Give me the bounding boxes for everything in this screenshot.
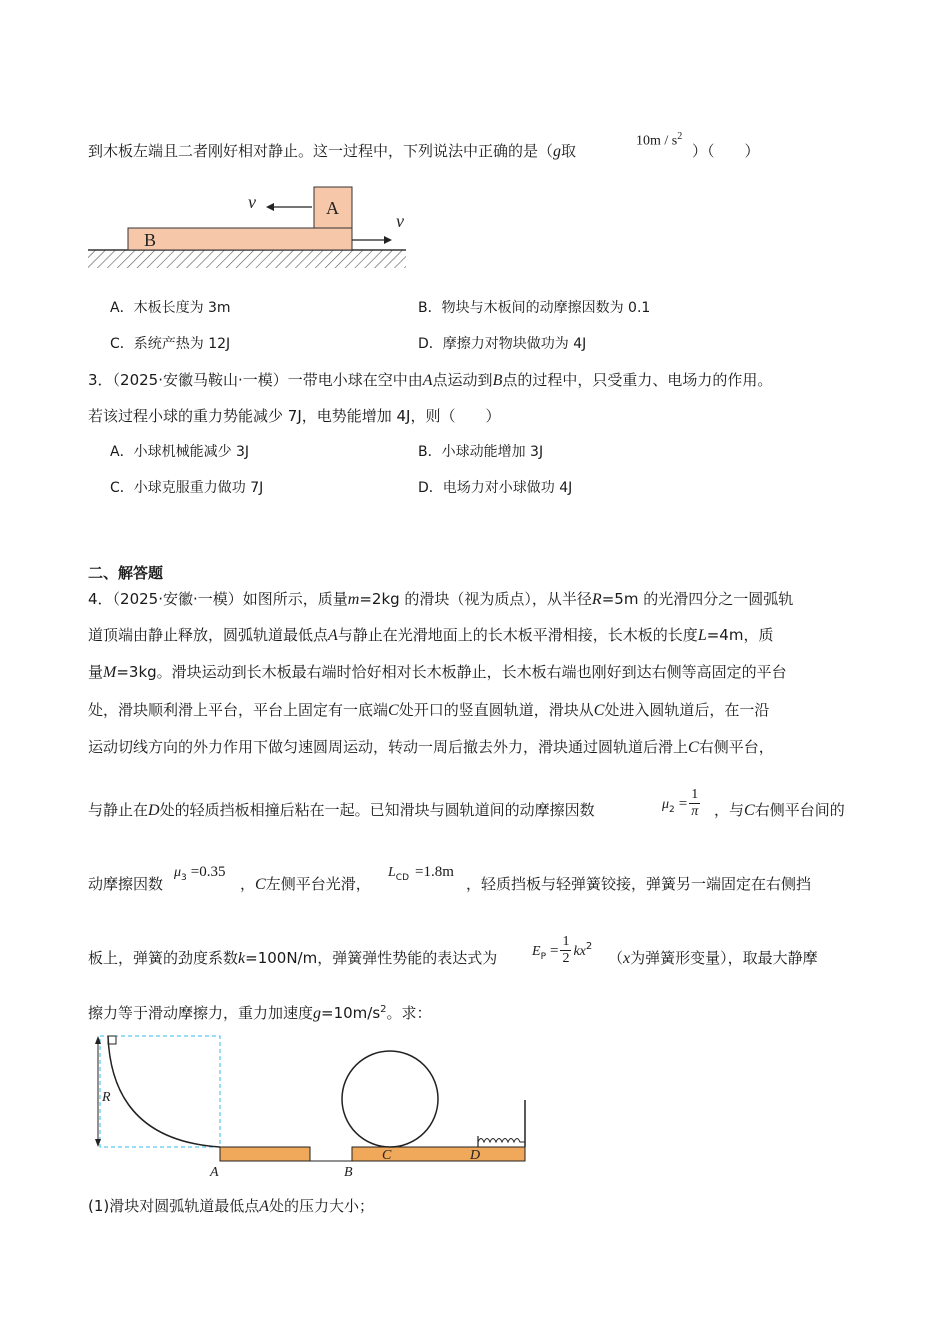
- q4-sub1: (1)滑块对圆弧轨道最低点A处的压力大小；: [88, 1197, 375, 1215]
- q4-line7-mid: ，C左侧平台光滑，: [240, 875, 371, 893]
- q4-line7-start: 动摩擦因数: [88, 875, 164, 893]
- q2-option-c: C．系统产热为 12J: [110, 336, 231, 352]
- arrow-left-head: [266, 203, 274, 211]
- label-v1: v: [248, 192, 256, 212]
- q2-closing: ）（ ）: [692, 142, 760, 160]
- long-board: [220, 1147, 310, 1161]
- spring: [478, 1139, 525, 1143]
- lcd-expression: $L_{CD} =1.8m$: [388, 864, 454, 883]
- q4-line1: 4．（2025·安徽·一模）如图所示，质量m=2kg 的滑块（视为质点），从半径R=5m 的光滑四分之一圆弧轨: [88, 590, 794, 608]
- platform: [352, 1147, 525, 1161]
- label-D: D: [470, 1148, 481, 1163]
- q2-figure: [86, 180, 416, 270]
- section-title: 二、解答题: [88, 564, 164, 582]
- q2-option-a: A．木板长度为 3m: [110, 300, 231, 316]
- q3-option-a: A．小球机械能减少 3J: [110, 444, 250, 460]
- q4-line4: 处，滑块顺利滑上平台，平台上固定有一底端C处开口的竖直圆轨道，滑块从C处进入圆轨道后，在一沿: [88, 701, 770, 719]
- label-B: B: [144, 230, 157, 250]
- fraction-1-over-2: $\frac{1}{2}$: [562, 934, 570, 966]
- q2-option-d: D．摩擦力对物块做功为 4J: [418, 336, 587, 352]
- q4-line9: 擦力等于滑动摩擦力，重力加速度$g=10m/s^2$。求：: [88, 1004, 432, 1022]
- mu3-expression: $\mu_3 =0.35$: [174, 864, 226, 883]
- q4-line5: 运动切线方向的外力作用下做匀速圆周运动，转动一周后撤去外力，滑块通过圆轨道后滑上C右侧平台，: [88, 738, 774, 756]
- board-B: [128, 228, 352, 250]
- mu2-expression: $\mu_2$ = $\frac{1}{\pi}$: [662, 787, 699, 819]
- arrow-right-head: [384, 236, 392, 244]
- fraction-1-over-pi: $\frac{1}{\pi}$: [691, 787, 699, 819]
- q4-line3: 量M=3kg。滑块运动到长木板最右端时恰好相对长木板静止，长木板右端也刚好到达右侧等高固定的平台: [88, 663, 787, 681]
- label-C: C: [382, 1148, 392, 1163]
- label-A: A: [210, 1165, 219, 1180]
- q3-option-c: C．小球克服重力做功 7J: [110, 480, 264, 496]
- label-B: B: [344, 1165, 353, 1180]
- circular-arc-track: [108, 1036, 220, 1147]
- radius-guide-box: [100, 1036, 220, 1147]
- q4-line6: 与静止在D处的轻质挡板相撞后粘在一起。已知滑块与圆轨道间的动摩擦因数: [88, 801, 595, 819]
- label-v2: v: [396, 211, 404, 231]
- q4-line7-end: ，轻质挡板与轻弹簧铰接，弹簧另一端固定在右侧挡: [466, 875, 812, 893]
- q4-line8: 板上，弹簧的劲度系数k=100N/m，弹簧弹性势能的表达式为: [88, 949, 498, 967]
- label-A: A: [326, 198, 339, 218]
- q4-figure: [86, 1030, 546, 1180]
- q3-line2: 若该过程小球的重力势能减少 7J，电势能增加 4J，则（ ）: [88, 407, 501, 425]
- q4-line2: 道顶端由静止释放，圆弧轨道最低点A与静止在光滑地面上的长木板平滑相接，长木板的长度L=4m，质: [88, 626, 774, 644]
- label-R: R: [102, 1090, 111, 1105]
- q4-line6-tail: ，与C右侧平台间的: [714, 801, 845, 819]
- ground-hatch: [88, 250, 406, 268]
- ep-expression: $E_P$ = $\frac{1}{2}$ $kx^2$: [532, 934, 593, 966]
- g-value: $10m / s^2$: [636, 131, 683, 149]
- q4-line8-tail: （x为弹簧形变量），取最大静摩: [608, 949, 818, 967]
- q2-option-b: B．物块与木板间的动摩擦因数为 0.1: [418, 300, 651, 316]
- q2-stem-line: 到木板左端且二者刚好相对静止。这一过程中，下列说法中正确的是（g取: [88, 142, 577, 160]
- q3-option-d: D．电场力对小球做功 4J: [418, 480, 573, 496]
- right-angle-mark: [108, 1036, 116, 1044]
- q3-line1: 3．（2025·安徽马鞍山·一模）一带电小球在空中由A点运动到B点的过程中，只受重力、电场力的作用。: [88, 371, 773, 389]
- vertical-loop-track: [342, 1051, 438, 1147]
- q3-option-b: B．小球动能增加 3J: [418, 444, 544, 460]
